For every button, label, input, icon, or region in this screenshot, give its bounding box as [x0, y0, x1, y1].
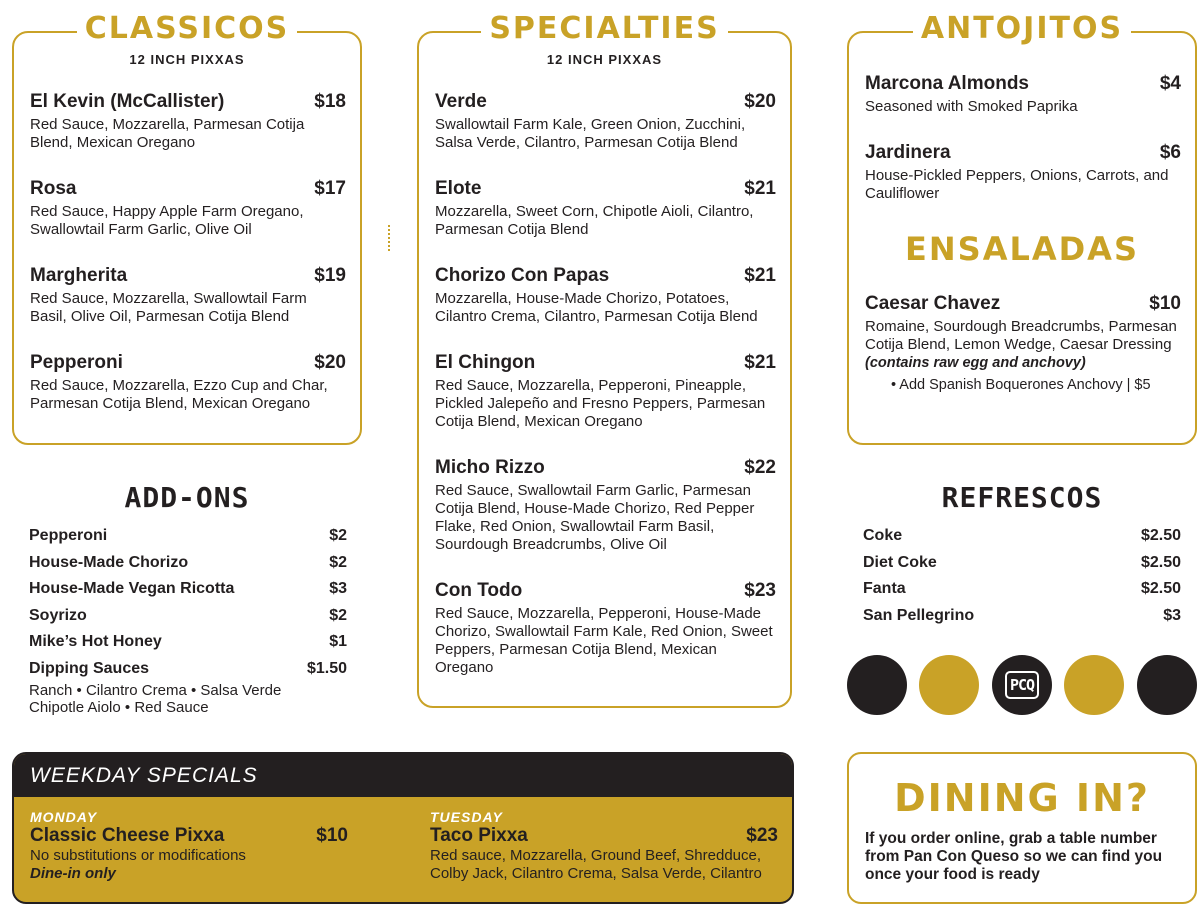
addon-name: Dipping Sauces [29, 659, 150, 677]
drink-name: Diet Coke [863, 553, 937, 571]
item-desc: Swallowtail Farm Kale, Green Onion, Zucchini, Salsa Verde, Cilantro, Parmesan Cotija Blend [435, 116, 746, 151]
item-name: Elote [435, 178, 482, 199]
item-price: $6 [1159, 142, 1181, 163]
item-price: $18 [314, 91, 346, 112]
list-item [863, 523, 1181, 550]
classicos-title: CLASSICOS [14, 11, 360, 46]
menu-item [865, 73, 1181, 116]
classicos-subtitle: 12 INCH PIXXAS [129, 52, 245, 67]
item-price: $19 [314, 265, 346, 286]
circle-gold [919, 655, 979, 715]
item-name: Rosa [30, 178, 77, 199]
list-item [863, 603, 1181, 630]
item-name: Con Todo [435, 580, 523, 601]
ensaladas-title: ENSALADAS [905, 230, 1139, 268]
item-desc: Red Sauce, Mozzarella, Pepperoni, House-Made Chorizo, Swallowtail Farm Kale, Red Onion, Sweet Peppers, Parmesan Cotija Blend, Mexican Oregano [435, 605, 773, 676]
addons-list [29, 523, 347, 716]
dining-text: If you order online, grab a table number from Pan Con Queso so we can find you once your food is ready [865, 830, 1163, 883]
special-name: Taco Pixxa [430, 825, 528, 846]
menu-item [865, 293, 1181, 394]
addon-name: Mike’s Hot Honey [29, 633, 162, 651]
monday-special [30, 809, 348, 883]
pcq-logo: PCQ [992, 655, 1052, 715]
item-price: $23 [744, 580, 776, 601]
item-name: Jardinera [865, 142, 951, 163]
item-desc: Seasoned with Smoked Paprika [865, 98, 1078, 115]
drink-name: Fanta [863, 580, 906, 598]
item-price: $20 [744, 91, 776, 112]
drink-name: San Pellegrino [863, 606, 975, 624]
item-price: $4 [1159, 73, 1181, 94]
list-item [29, 603, 347, 630]
specialties-subtitle: 12 INCH PIXXAS [546, 52, 663, 67]
list-item [29, 656, 347, 683]
addon-name: Pepperoni [29, 527, 108, 545]
special-desc: No substitutions or modifications [30, 847, 246, 864]
circle-dark [847, 655, 907, 715]
weekday-title: WEEKDAY SPECIALS [14, 754, 792, 797]
decorative-circles [847, 655, 1197, 717]
addon-price: $2 [329, 553, 347, 571]
addon-price: $1.50 [306, 659, 347, 677]
special-note: Dine-in only [30, 865, 116, 882]
menu-item [30, 265, 346, 326]
item-price: $21 [744, 352, 776, 373]
addon-price: $1 [329, 633, 347, 651]
addon-name: House-Made Chorizo [29, 553, 189, 571]
tuesday-special [430, 809, 778, 883]
item-name: El Chingon [435, 352, 536, 373]
menu-item [435, 352, 776, 431]
addon-price: $3 [329, 580, 347, 598]
dining-in-box [847, 752, 1197, 904]
list-item [863, 550, 1181, 577]
item-price: $21 [744, 265, 776, 286]
special-price: $23 [746, 825, 778, 846]
dining-title: DINING IN? [894, 776, 1150, 820]
menu-item [435, 457, 776, 554]
menu-item [865, 142, 1181, 203]
classicos-box [12, 11, 362, 445]
day-label: MONDAY [30, 809, 98, 825]
addon-price: $2 [329, 527, 347, 545]
drink-price: $3 [1163, 606, 1181, 624]
item-desc: Red Sauce, Mozzarella, Ezzo Cup and Char, Parmesan Cotija Blend, Mexican Oregano [30, 377, 328, 412]
special-desc: Red sauce, Mozzarella, Ground Beef, Shredduce, Colby Jack, Cilantro Crema, Salsa Verde, Cilantro [430, 847, 762, 882]
list-item [29, 523, 347, 550]
menu-item [30, 178, 346, 239]
item-desc: Red Sauce, Mozzarella, Swallowtail Farm Basil, Olive Oil, Parmesan Cotija Blend [30, 290, 307, 325]
item-desc: Red Sauce, Mozzarella, Parmesan Cotija Blend, Mexican Oregano [30, 116, 305, 151]
sauces-line: Chipotle Aiolo • Red Sauce [29, 699, 209, 716]
menu-item [435, 580, 776, 677]
item-desc: Romaine, Sourdough Breadcrumbs, Parmesan Cotija Blend, Lemon Wedge, Caesar Dressing [865, 318, 1177, 353]
item-desc: Red Sauce, Mozzarella, Pepperoni, Pineapple, Pickled Jalepeño and Fresno Peppers, Parmesan Cotija Blend, Mexican Oregano [435, 377, 766, 430]
item-name: Micho Rizzo [435, 457, 545, 478]
menu-item [435, 91, 776, 152]
menu-item [30, 91, 346, 152]
drink-price: $2.50 [1140, 553, 1181, 571]
list-item [863, 576, 1181, 603]
refrescos-list [863, 523, 1181, 629]
drink-price: $2.50 [1140, 527, 1181, 545]
item-price: $20 [314, 352, 346, 373]
item-price: $21 [744, 178, 776, 199]
item-name: Marcona Almonds [865, 73, 1029, 94]
item-desc: Red Sauce, Happy Apple Farm Oregano, Swallowtail Farm Garlic, Olive Oil [30, 203, 304, 238]
item-name: Chorizo Con Papas [435, 265, 610, 286]
refrescos-title: REFRESCOS [941, 481, 1103, 514]
sauces-line: Ranch • Cilantro Crema • Salsa Verde [29, 682, 282, 699]
item-note: (contains raw egg and anchovy) [865, 355, 1086, 371]
item-desc: House-Pickled Peppers, Onions, Carrots, and Cauliflower [865, 167, 1169, 202]
drink-name: Coke [863, 527, 903, 545]
item-name: Verde [435, 91, 487, 112]
special-name: Classic Cheese Pixxa [30, 825, 225, 846]
item-addon: • Add Spanish Boquerones Anchovy | $5 [891, 377, 1151, 393]
circle-dark [1137, 655, 1197, 715]
item-desc: Red Sauce, Swallowtail Farm Garlic, Parmesan Cotija Blend, House-Made Chorizo, Red Pepper Flake, Red Onion, Swallowtail Farm Basil, Sourdough Breadcrumbs, Olive Oil [435, 482, 755, 553]
weekday-specials [12, 752, 794, 904]
item-price: $10 [1149, 293, 1181, 314]
menu-item [435, 178, 776, 239]
special-price: $10 [316, 825, 348, 846]
specialties-box [417, 11, 792, 708]
item-desc: Mozzarella, House-Made Chorizo, Potatoes, Cilantro Crema, Cilantro, Parmesan Cotija Blend [435, 290, 758, 325]
item-name: El Kevin (McCallister) [30, 91, 225, 112]
addon-name: Soyrizo [29, 606, 87, 624]
drink-price: $2.50 [1140, 580, 1181, 598]
antojitos-box [847, 11, 1197, 445]
item-name: Margherita [30, 265, 128, 286]
menu-item [30, 352, 346, 413]
item-name: Caesar Chavez [865, 293, 1001, 314]
specialties-title: SPECIALTIES [419, 11, 790, 46]
menu-item [435, 265, 776, 326]
dotted-divider [388, 225, 391, 251]
antojitos-title: ANTOJITOS [849, 11, 1195, 46]
item-price: $22 [744, 457, 776, 478]
item-name: Pepperoni [30, 352, 123, 373]
circle-gold [1064, 655, 1124, 715]
addons-title: ADD-ONS [124, 481, 250, 514]
list-item [29, 550, 347, 577]
item-desc: Mozzarella, Sweet Corn, Chipotle Aioli, Cilantro, Parmesan Cotija Blend [435, 203, 754, 238]
list-item [29, 629, 347, 656]
addon-price: $2 [329, 606, 347, 624]
item-price: $17 [314, 178, 346, 199]
list-item [29, 576, 347, 603]
addon-name: House-Made Vegan Ricotta [29, 580, 235, 598]
day-label: TUESDAY [430, 809, 503, 825]
